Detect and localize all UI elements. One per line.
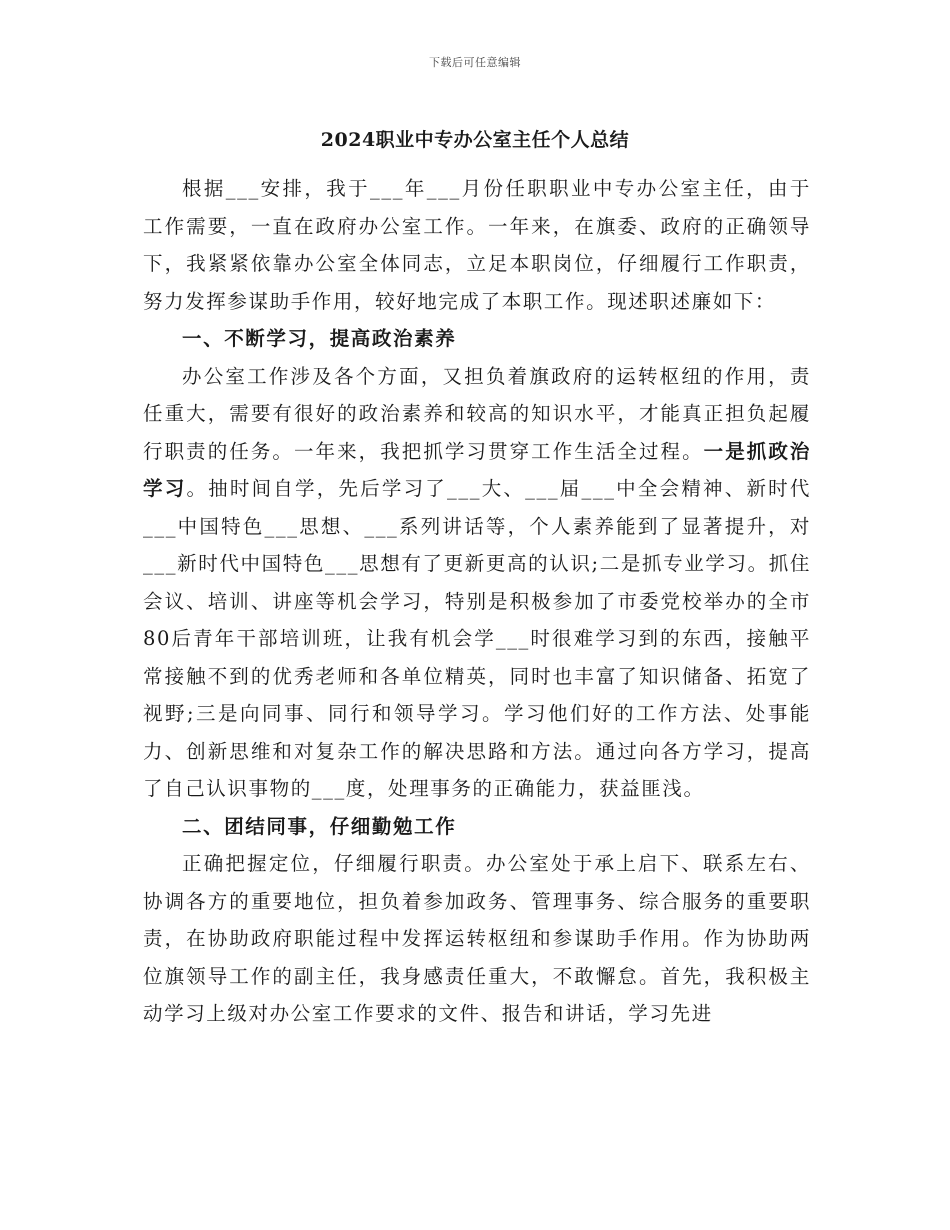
document-title: 2024职业中专办公室主任个人总结 <box>320 129 630 151</box>
section-heading-1: 一、不断学习，提高政治素养 <box>182 327 457 350</box>
duty-paragraph: 正确把握定位，仔细履行职责。办公室处于承上启下、联系左右、协调各方的重要地位，担负着参加政务、管理事务、综合服务的重要职责，在协助政府职能过程中发挥运转枢纽和参谋助手作用。作为协助两位旗领导工作的副主任，我身感责任重大，不敢懈怠。首先，我积极主动学习上级对办公室工作要求的文件、报告和讲话，学习先进 <box>143 852 811 1025</box>
intro-paragraph: 根据___安排，我于___年___月份任职职业中专办公室主任，由于工作需要，一直在政府办公室工作。一年来，在旗委、政府的正确领导下，我紧紧依靠办公室全体同志，立足本职岗位，仔细履行工作职责，努力发挥参谋助手作用，较好地完成了本职工作。现述职述廉如下： <box>143 177 811 313</box>
study-paragraph-emphasis: 一是抓政治学习 <box>143 439 811 500</box>
study-paragraph-text-start: 办公室工作涉及各个方面，又担负着旗政府的运转枢纽的作用，责任重大，需要有很好的政治素养和较高的知识水平，才能真正担负起履行职责的任务。一年来，我把抓学习贯穿工作生活全过程。 <box>143 364 811 463</box>
document-body <box>143 170 811 1033</box>
section-heading-2: 二、团结同事，仔细勤勉工作 <box>182 814 457 838</box>
study-paragraph-text-end: 。抽时间自学，先后学习了___大、___届___中全会精神、新时代___中国特色___思想、___系列讲话等，个人素养能到了显著提升，对___新时代中国特色___思想有了更新更高的认识;二是抓专业学习。抓住会议、培训、讲座等机会学习，特别是积极参加了市委党校举办的全市80后青年干部培训班，让我有机会学___时很难学习到的东西，接触平常接触不到的优秀老师和各单位精英，同时也丰富了知识储备、拓宽了视野;三是向同事、同行和领导学习。学习他们好的工作方法、处事能力、创新思维和对复杂工作的解决思路和方法。通过向各方学习，提高了自己认识事物的___度，处理事务的正确能力，获益匪浅。 <box>143 477 811 800</box>
page-header-note: 下载后可任意编辑 <box>429 56 521 69</box>
study-paragraph <box>143 358 811 808</box>
